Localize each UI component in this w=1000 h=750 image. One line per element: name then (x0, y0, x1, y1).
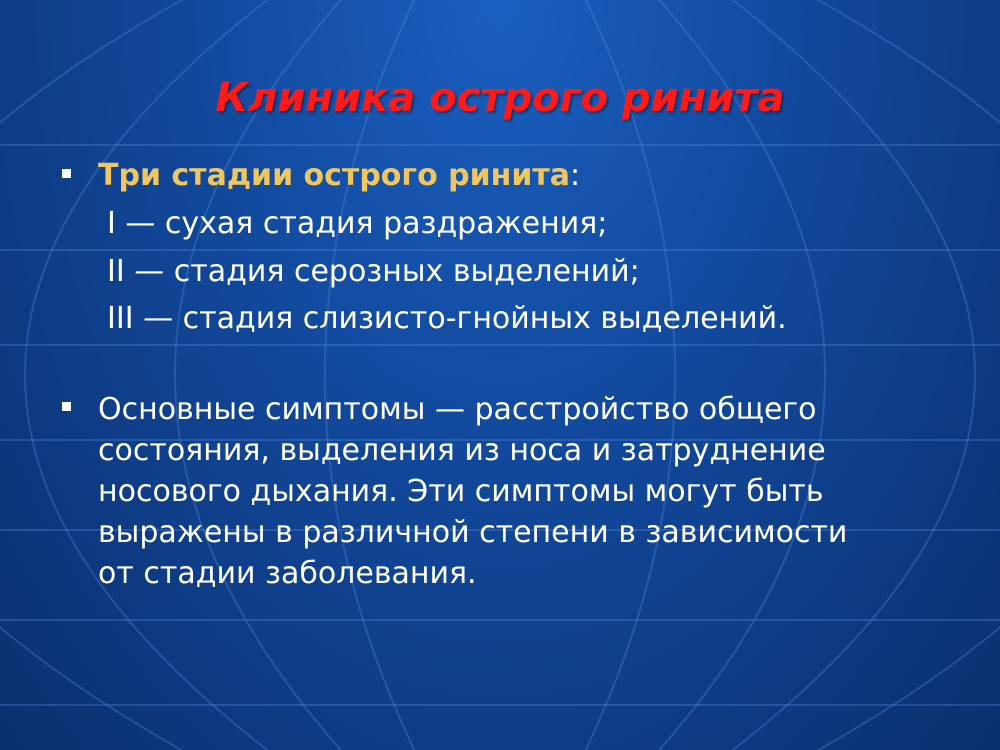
slide-title: Клиника острого ринита (215, 75, 785, 121)
bullet-1-colon: : (570, 158, 581, 193)
bullet-marker-2 (62, 402, 71, 411)
stage-item-2: II — стадия серозных выделений; (107, 254, 640, 289)
bullet-1-heading (98, 155, 580, 197)
bullet-2-line-4: выражены в различной степени в зависимости (98, 515, 848, 550)
bullet-2-line-2: состояния, выделения из носа и затруднение (98, 433, 826, 468)
stage-item-1: I — сухая стадия раздражения; (107, 206, 608, 241)
bullet-2-line-5: от стадии заболевания. (98, 556, 477, 591)
bullet-2-line-3: носового дыхания. Эти симптомы могут быть (98, 474, 824, 509)
bullet-2-line-1: Основные симптомы — расстройство общего (98, 392, 817, 427)
bullet-1-label: Три стадии острого ринита (98, 158, 571, 193)
bullet-marker-1 (62, 169, 71, 178)
stage-item-3: III — стадия слизисто-гнойных выделений. (107, 301, 787, 336)
